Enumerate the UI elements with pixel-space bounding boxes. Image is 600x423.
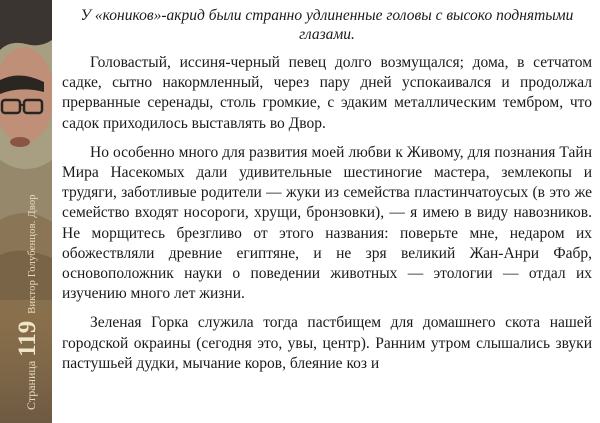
page-content bbox=[62, 6, 592, 383]
page-number: 119 bbox=[14, 320, 41, 357]
image-caption: У «коников»-акрид были странно удлиненные головы с высоко поднятыми глазами. bbox=[80, 7, 574, 43]
page-label: Страница bbox=[24, 360, 38, 410]
paragraph: Но особенно много для развития моей любви к Живому, для познания Тайн Мира Насекомых дали удивительные шестиногие мастера, землекопы и трудяги, заботливые родители — жуки из семейства пластинчатоусых (в это же семейство входят носороги, хрущи, бронзовки), — я имею в виду навозников. Не морщитесь брезгливо от этого названия: поверьте мне, недаром их обожествляли древние египтяне, и не зря великий Жан-Анри Фабр, основоположник науки о поведении животных — этологии — отдал их изучению много лет жизни. bbox=[62, 143, 592, 303]
sidebar-strip bbox=[0, 0, 52, 423]
paragraph: Зеленая Горка служила тогда пастбищем для домашнего скота нашей городской окраины (сегодня это, увы, центр). Ранним утром слышались звуки пастушьей дудки, мычание коров, блеяние коз и bbox=[62, 314, 592, 372]
paragraph: Головастый, иссиня-черный певец долго возмущался; дома, в сетчатом садке, сытно накормленный, через пару дней успокаивался и продолжал прерванные серенады, столь громкие, с эдаким металлическим тембром, что садок приходилось выставлять во Двор. bbox=[62, 54, 592, 132]
running-title: Виктор Голубенцов. Двор bbox=[27, 194, 38, 314]
sidebar-caption bbox=[14, 194, 42, 410]
